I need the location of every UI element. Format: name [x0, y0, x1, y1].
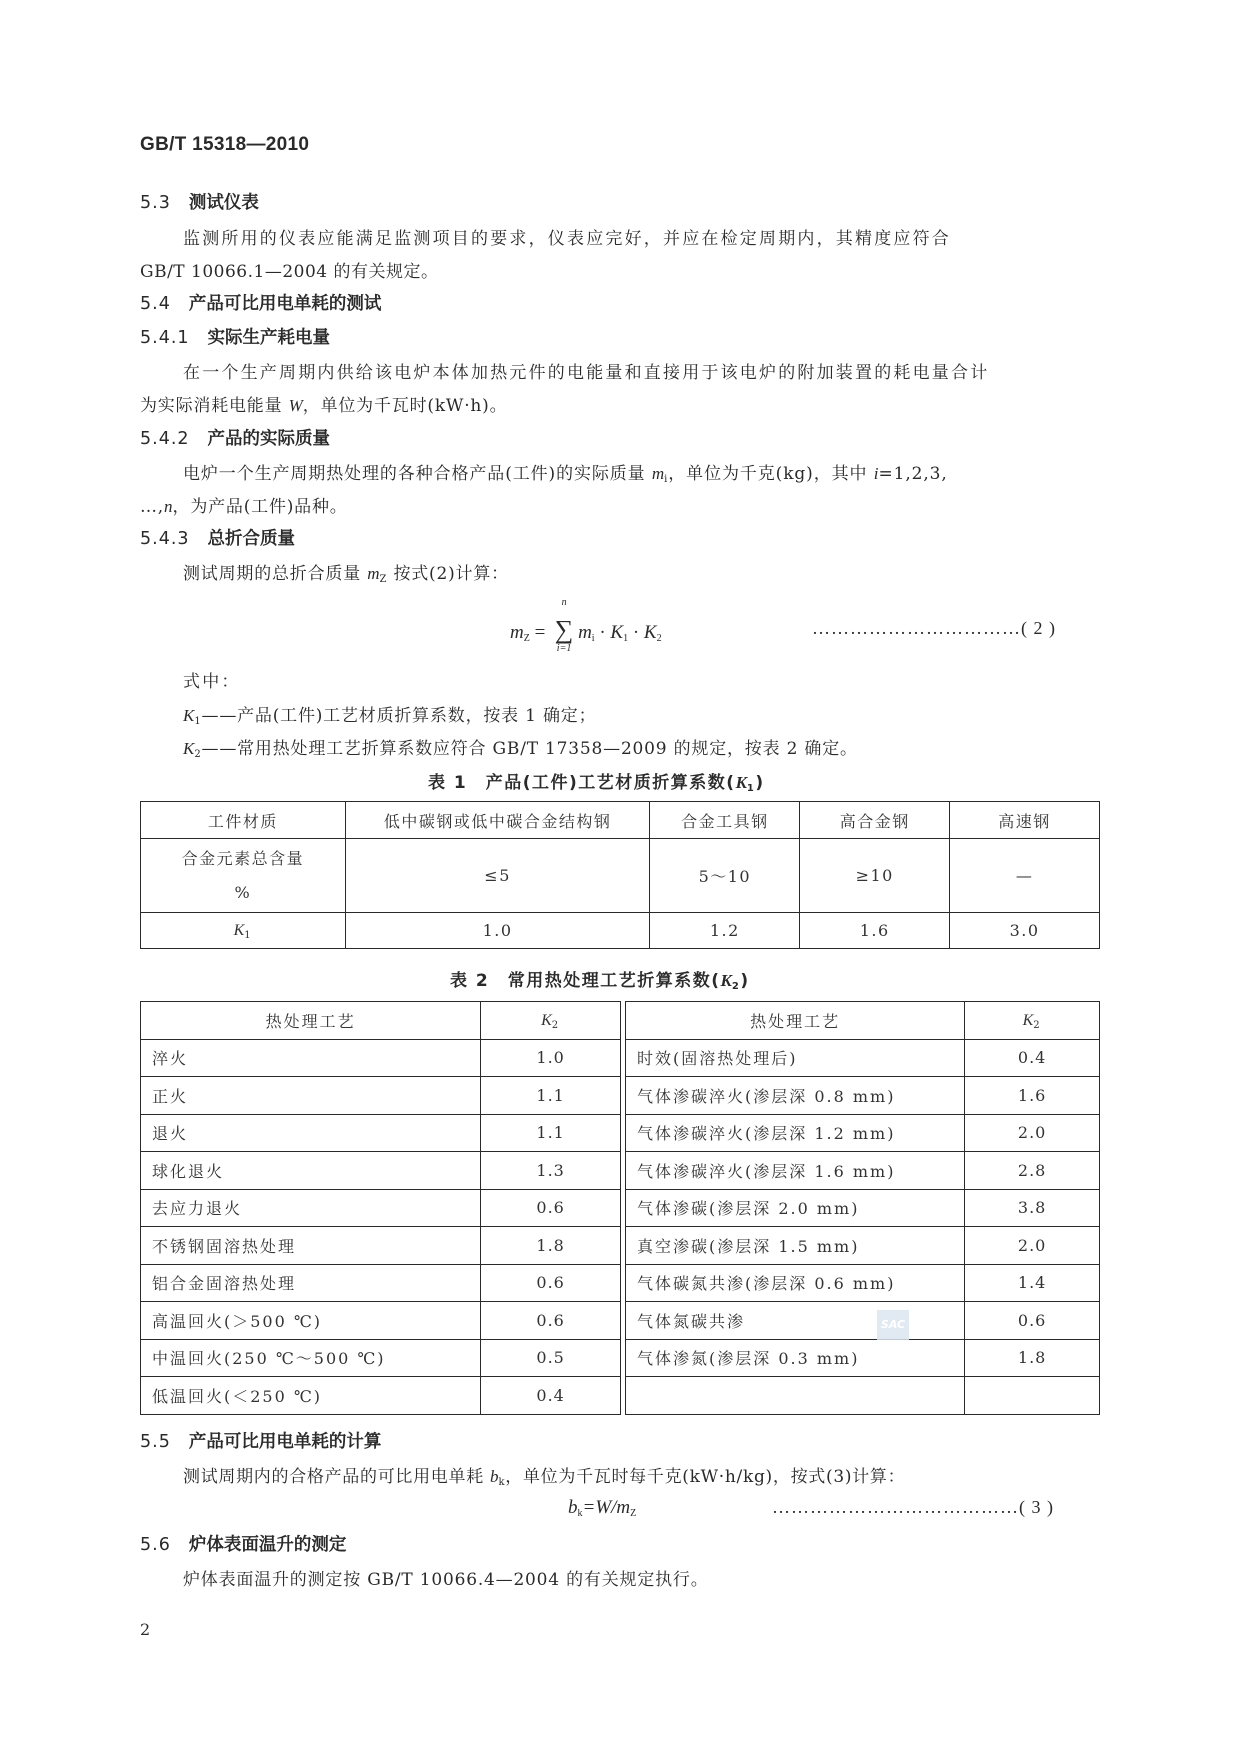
k2-cell: 1.6 [965, 1077, 1100, 1115]
text: ，为产品(工件)品种。 [172, 497, 348, 517]
paragraph-line [140, 391, 507, 416]
k2-cell: 1.1 [481, 1114, 621, 1152]
text: 为实际消耗电能量 [140, 396, 289, 416]
k2-cell: 1.0 [481, 1039, 621, 1077]
sac-watermark [877, 1310, 909, 1340]
paragraph-line [183, 559, 509, 585]
paragraph-line [183, 1462, 905, 1488]
equation-3 [568, 1497, 636, 1519]
table-cell: ≤5 [345, 839, 650, 913]
table-row [626, 1377, 1100, 1415]
variable: i [873, 464, 879, 483]
process-cell: 气体渗碳淬火(渗层深 1.2 mm) [626, 1114, 965, 1152]
table-row [626, 1152, 1100, 1190]
text: 测试周期的总折合质量 [183, 564, 368, 584]
table-cell: 5～10 [650, 839, 800, 913]
table-row [141, 1114, 621, 1152]
variable: b [568, 1497, 578, 1518]
process-cell: 气体碳氮共渗(渗层深 0.6 mm) [626, 1264, 965, 1302]
process-cell: 去应力退火 [141, 1189, 481, 1227]
sum-upper-limit: n [561, 597, 567, 608]
equation-number: …………………………………( 3 ) [772, 1497, 1054, 1517]
table-cell: 1.2 [650, 913, 800, 949]
subscript: 2 [731, 981, 741, 992]
table1 [140, 801, 1100, 949]
section-number: 5.4.1 [140, 328, 190, 348]
table-row [141, 1039, 621, 1077]
text: …, [140, 497, 165, 517]
k2-cell: 1.4 [965, 1264, 1100, 1302]
table-header-row [141, 1002, 621, 1040]
subscript: 2 [656, 633, 662, 644]
section-number: 5.4.3 [140, 529, 190, 549]
expression: =W/m [582, 1497, 631, 1518]
k2-cell: 0.6 [481, 1302, 621, 1340]
table-header-row [626, 1002, 1100, 1040]
equation-2 [510, 597, 662, 654]
watermark-text: SAC [880, 1318, 906, 1331]
variable: K [183, 739, 195, 758]
process-cell: 气体渗氮(渗层深 0.3 mm) [626, 1339, 965, 1377]
k2-cell: 3.8 [965, 1189, 1100, 1227]
table-header-cell: 高速钢 [950, 802, 1100, 839]
text: ，单位为千瓦时每千克(kW·h/kg)，按式(3)计算： [505, 1467, 906, 1487]
process-cell: 铝合金固溶热处理 [141, 1264, 481, 1302]
variable: W [288, 396, 303, 415]
page-number: 2 [140, 1620, 151, 1639]
table-row [141, 1227, 621, 1265]
process-cell: 气体氮碳共渗 [626, 1302, 965, 1340]
subscript: Z [523, 633, 530, 644]
multiply-dot: · [599, 622, 606, 643]
paragraph-line [140, 492, 348, 517]
k2-cell: 2.0 [965, 1227, 1100, 1265]
table2-caption [450, 966, 750, 992]
table-header-cell [965, 1002, 1100, 1040]
process-cell: 气体渗碳(渗层深 2.0 mm) [626, 1189, 965, 1227]
process-cell: 高温回火(＞500 ℃) [141, 1302, 481, 1340]
subscript: Z [379, 574, 388, 585]
section-title: 产品可比用电单耗的测试 [188, 294, 382, 314]
subscript: 2 [194, 749, 202, 760]
paragraph-line: 在一个生产周期内供给该电炉本体加热元件的电能量和直接用于该电炉的附加装置的耗电量合计 [183, 363, 990, 383]
k2-cell: 0.5 [481, 1339, 621, 1377]
table-header-cell: 热处理工艺 [141, 1002, 481, 1040]
section-title: 产品可比用电单耗的计算 [188, 1432, 382, 1452]
definition-k2 [183, 734, 858, 760]
section-title: 测试仪表 [188, 193, 259, 213]
variable: K [183, 706, 195, 725]
text: 表 1 产品(工件)工艺材质折算系数( [428, 773, 736, 793]
subscript: i [591, 633, 595, 644]
equals-sign: = [534, 622, 546, 643]
section-number: 5.4 [140, 294, 171, 314]
table-header-cell: 工件材质 [141, 802, 346, 839]
k2-cell: 2.0 [965, 1114, 1100, 1152]
table-row [141, 1152, 621, 1190]
section-number: 5.5 [140, 1432, 171, 1452]
table-row [626, 1189, 1100, 1227]
variable: K [610, 622, 624, 643]
k2-cell: 0.4 [965, 1039, 1100, 1077]
paragraph-line: GB/T 10066.1—2004 的有关规定。 [140, 262, 439, 282]
definition-k1 [183, 701, 596, 727]
summation-symbol: ∑ [554, 615, 574, 644]
table-header-cell: 低中碳钢或低中碳合金结构钢 [345, 802, 650, 839]
table-row [626, 1302, 1100, 1340]
table-row [626, 1039, 1100, 1077]
text: 电炉一个生产周期热处理的各种合格产品(工件)的实际质量 [183, 464, 652, 484]
paragraph-line: 炉体表面温升的测定按 GB/T 10066.4—2004 的有关规定执行。 [183, 1570, 709, 1590]
process-cell: 不锈钢固溶热处理 [141, 1227, 481, 1265]
subscript: 1 [194, 716, 202, 727]
table-header-cell: 高合金钢 [800, 802, 950, 839]
section-heading-5-3 [140, 189, 259, 214]
paragraph-line [183, 459, 948, 485]
section-heading-5-4-3 [140, 525, 295, 550]
table-header-cell: 热处理工艺 [626, 1002, 965, 1040]
table-row [141, 1189, 621, 1227]
table-row [141, 1377, 621, 1415]
section-heading-5-6 [140, 1531, 346, 1556]
text: ——产品(工件)工艺材质折算系数，按表 1 确定； [201, 706, 597, 726]
subscript: Z [630, 1508, 637, 1519]
k2-cell: 1.1 [481, 1077, 621, 1115]
process-cell: 气体渗碳淬火(渗层深 1.6 mm) [626, 1152, 965, 1190]
section-number: 5.3 [140, 193, 171, 213]
table2-right [625, 1001, 1100, 1415]
text: ——常用热处理工艺折算系数应符合 GB/T 17358—2009 的规定，按表 2 确定。 [201, 739, 858, 759]
section-heading-5-5 [140, 1428, 381, 1453]
variable: m [651, 464, 665, 483]
variable: K [720, 971, 732, 990]
k2-cell: 2.8 [965, 1152, 1100, 1190]
variable: K [233, 922, 245, 939]
section-heading-5-4-2 [140, 425, 330, 450]
process-cell: 低温回火(＜250 ℃) [141, 1377, 481, 1415]
subscript: i [664, 474, 669, 485]
text: 测试周期内的合格产品的可比用电单耗 [183, 1467, 491, 1487]
section-heading-5-4-1 [140, 324, 330, 349]
variable: K [1022, 1011, 1034, 1029]
process-cell: 淬火 [141, 1039, 481, 1077]
table-header-row [141, 802, 1100, 839]
variable: K [735, 773, 747, 792]
variable: m [367, 564, 380, 583]
process-cell: 时效(固溶热处理后) [626, 1039, 965, 1077]
process-cell: 正火 [141, 1077, 481, 1115]
process-cell [626, 1377, 965, 1415]
text: ，单位为千瓦时(kW·h)。 [302, 396, 508, 416]
table-cell [141, 839, 346, 913]
section-title: 炉体表面温升的测定 [188, 1535, 347, 1555]
table-row [141, 1077, 621, 1115]
table-cell: 3.0 [950, 913, 1100, 949]
row-unit: % [234, 882, 252, 902]
table-row [626, 1114, 1100, 1152]
text: =1,2,3, [878, 464, 948, 484]
subscript: 1 [623, 633, 629, 644]
table-cell: ≥10 [800, 839, 950, 913]
text: 按式(2)计算： [387, 564, 509, 584]
process-cell: 退火 [141, 1114, 481, 1152]
k2-cell [965, 1377, 1100, 1415]
text: ，单位为千克(kg)，其中 [668, 464, 874, 484]
table-row [626, 1227, 1100, 1265]
table2-left [140, 1001, 621, 1415]
subscript: k [577, 1508, 583, 1519]
table-cell [141, 913, 346, 949]
variable: K [643, 622, 657, 643]
table-cell: 1.6 [800, 913, 950, 949]
variable: K [541, 1011, 552, 1029]
k2-cell: 1.3 [481, 1152, 621, 1190]
table-row [141, 1264, 621, 1302]
process-cell: 气体渗碳淬火(渗层深 0.8 mm) [626, 1077, 965, 1115]
table-row [626, 1264, 1100, 1302]
section-number: 5.4.2 [140, 429, 190, 449]
section-title: 产品的实际质量 [207, 429, 331, 449]
variable: b [490, 1467, 499, 1486]
section-number: 5.6 [140, 1535, 171, 1555]
equation-number: ……………………………( 2 ) [812, 618, 1056, 638]
subscript: 1 [746, 783, 756, 794]
section-title: 总折合质量 [207, 529, 296, 549]
multiply-dot: · [632, 622, 640, 643]
subscript: 1 [244, 930, 253, 941]
k2-cell: 0.6 [965, 1302, 1100, 1340]
table1-caption [428, 768, 765, 794]
paragraph-line: 式中： [183, 672, 241, 692]
process-cell: 球化退火 [141, 1152, 481, 1190]
subscript: k [498, 1477, 506, 1488]
text: ) [740, 971, 750, 991]
k2-cell: 0.6 [481, 1189, 621, 1227]
sum-lower-limit: i=1 [556, 643, 572, 654]
k2-cell: 1.8 [481, 1227, 621, 1265]
text: ) [755, 773, 765, 793]
subscript: 2 [1033, 1019, 1042, 1031]
table-row [141, 1302, 621, 1340]
paragraph-line: 监测所用的仪表应能满足监测项目的要求，仪表应完好，并应在检定周期内，其精度应符合 [183, 229, 951, 249]
table-row [141, 1339, 621, 1377]
process-cell: 中温回火(250 ℃～500 ℃) [141, 1339, 481, 1377]
text: 表 2 常用热处理工艺折算系数( [450, 971, 721, 991]
row-label: 合金元素总含量 [181, 848, 305, 868]
k2-cell: 1.8 [965, 1339, 1100, 1377]
table-header-cell [481, 1002, 621, 1040]
variable: m [510, 622, 524, 643]
variable: n [164, 497, 173, 516]
k2-cell: 0.4 [481, 1377, 621, 1415]
table-row [141, 913, 1100, 949]
section-title: 实际生产耗电量 [207, 328, 331, 348]
process-cell: 真空渗碳(渗层深 1.5 mm) [626, 1227, 965, 1265]
table-row [141, 839, 1100, 913]
table-row [626, 1077, 1100, 1115]
table-cell: 1.0 [345, 913, 650, 949]
table-header-cell: 合金工具钢 [650, 802, 800, 839]
standard-number: GB/T 15318—2010 [140, 134, 310, 155]
table-row [626, 1339, 1100, 1377]
k2-cell: 0.6 [481, 1264, 621, 1302]
variable: m [578, 622, 592, 643]
table-cell: — [950, 839, 1100, 913]
subscript: 2 [551, 1019, 561, 1031]
section-heading-5-4 [140, 290, 381, 315]
